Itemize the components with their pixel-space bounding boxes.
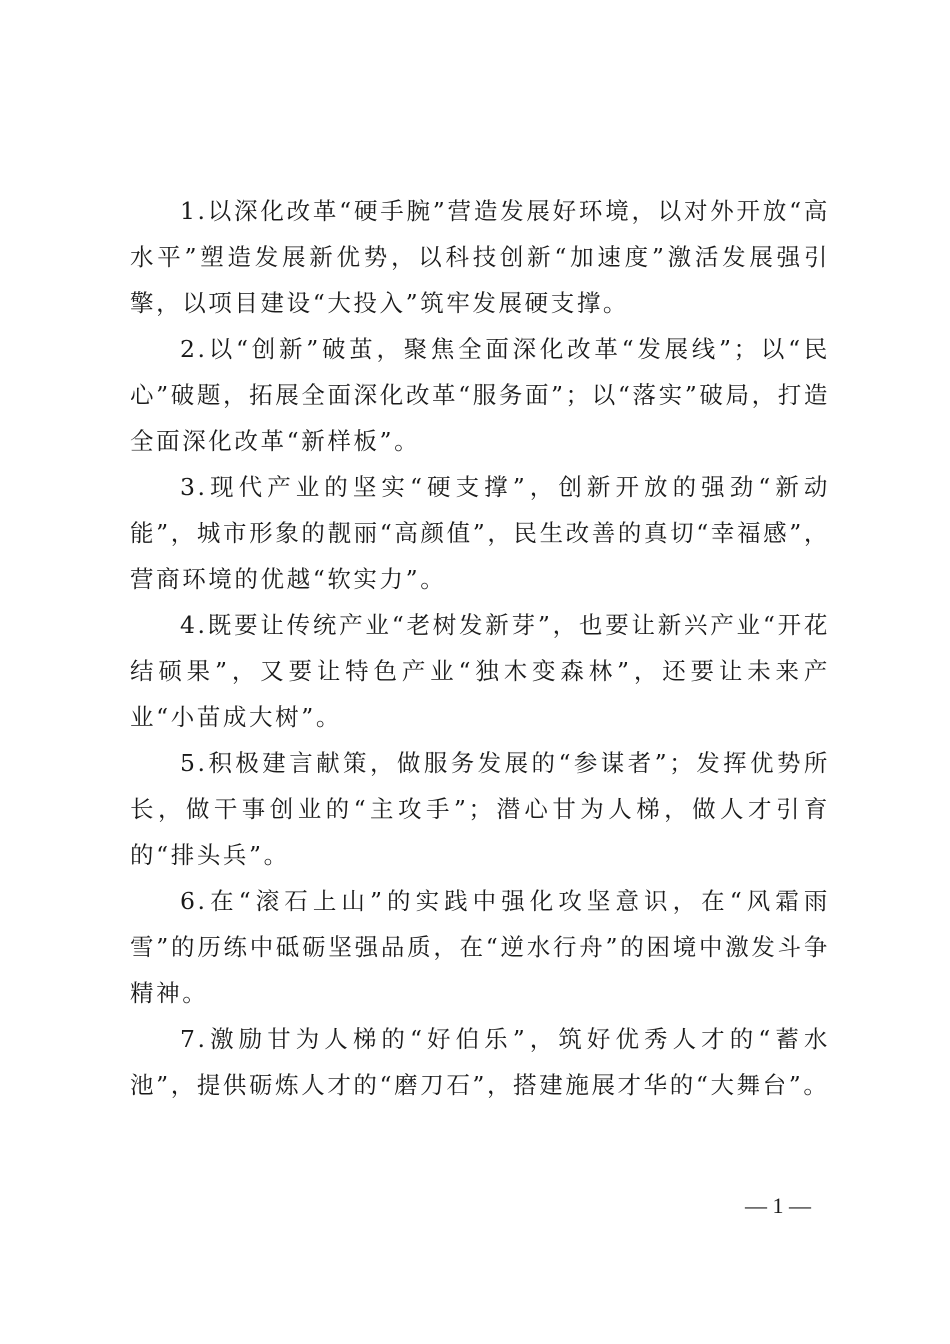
paragraph-4: 4.既要让传统产业“老树发新芽”，也要让新兴产业“开花结硕果”，又要让特色产业“独木变森林”，还要让未来产业“小苗成大树”。 [130, 611, 830, 731]
paragraph-3: 3.现代产业的坚实“硬支撑”，创新开放的强劲“新动能”，城市形象的靓丽“高颜值”，民生改善的真切“幸福感”，营商环境的优越“软实力”。 [130, 473, 830, 593]
paragraph-7: 7.激励甘为人梯的“好伯乐”，筑好优秀人才的“蓄水池”，提供砺炼人才的“磨刀石”，搭建施展才华的“大舞台”。 [130, 1025, 830, 1099]
paragraph-2: 2.以“创新”破茧，聚焦全面深化改革“发展线”；以“民心”破题，拓展全面深化改革“服务面”；以“落实”破局，打造全面深化改革“新样板”。 [130, 335, 830, 455]
paragraph-6: 6.在“滚石上山”的实践中强化攻坚意识，在“风霜雨雪”的历练中砥砺坚强品质，在“逆水行舟”的困境中激发斗争精神。 [130, 887, 830, 1007]
paragraph-5: 5.积极建言献策，做服务发展的“参谋者”；发挥优势所长，做干事创业的“主攻手”；潜心甘为人梯，做人才引育的“排头兵”。 [130, 749, 830, 869]
page-number: — 1 — [745, 1193, 811, 1218]
paragraph-1: 1.以深化改革“硬手腕”营造发展好环境，以对外开放“高水平”塑造发展新优势，以科技创新“加速度”激活发展强引擎，以项目建设“大投入”筑牢发展硬支撑。 [130, 197, 830, 317]
document-body [130, 188, 830, 1108]
